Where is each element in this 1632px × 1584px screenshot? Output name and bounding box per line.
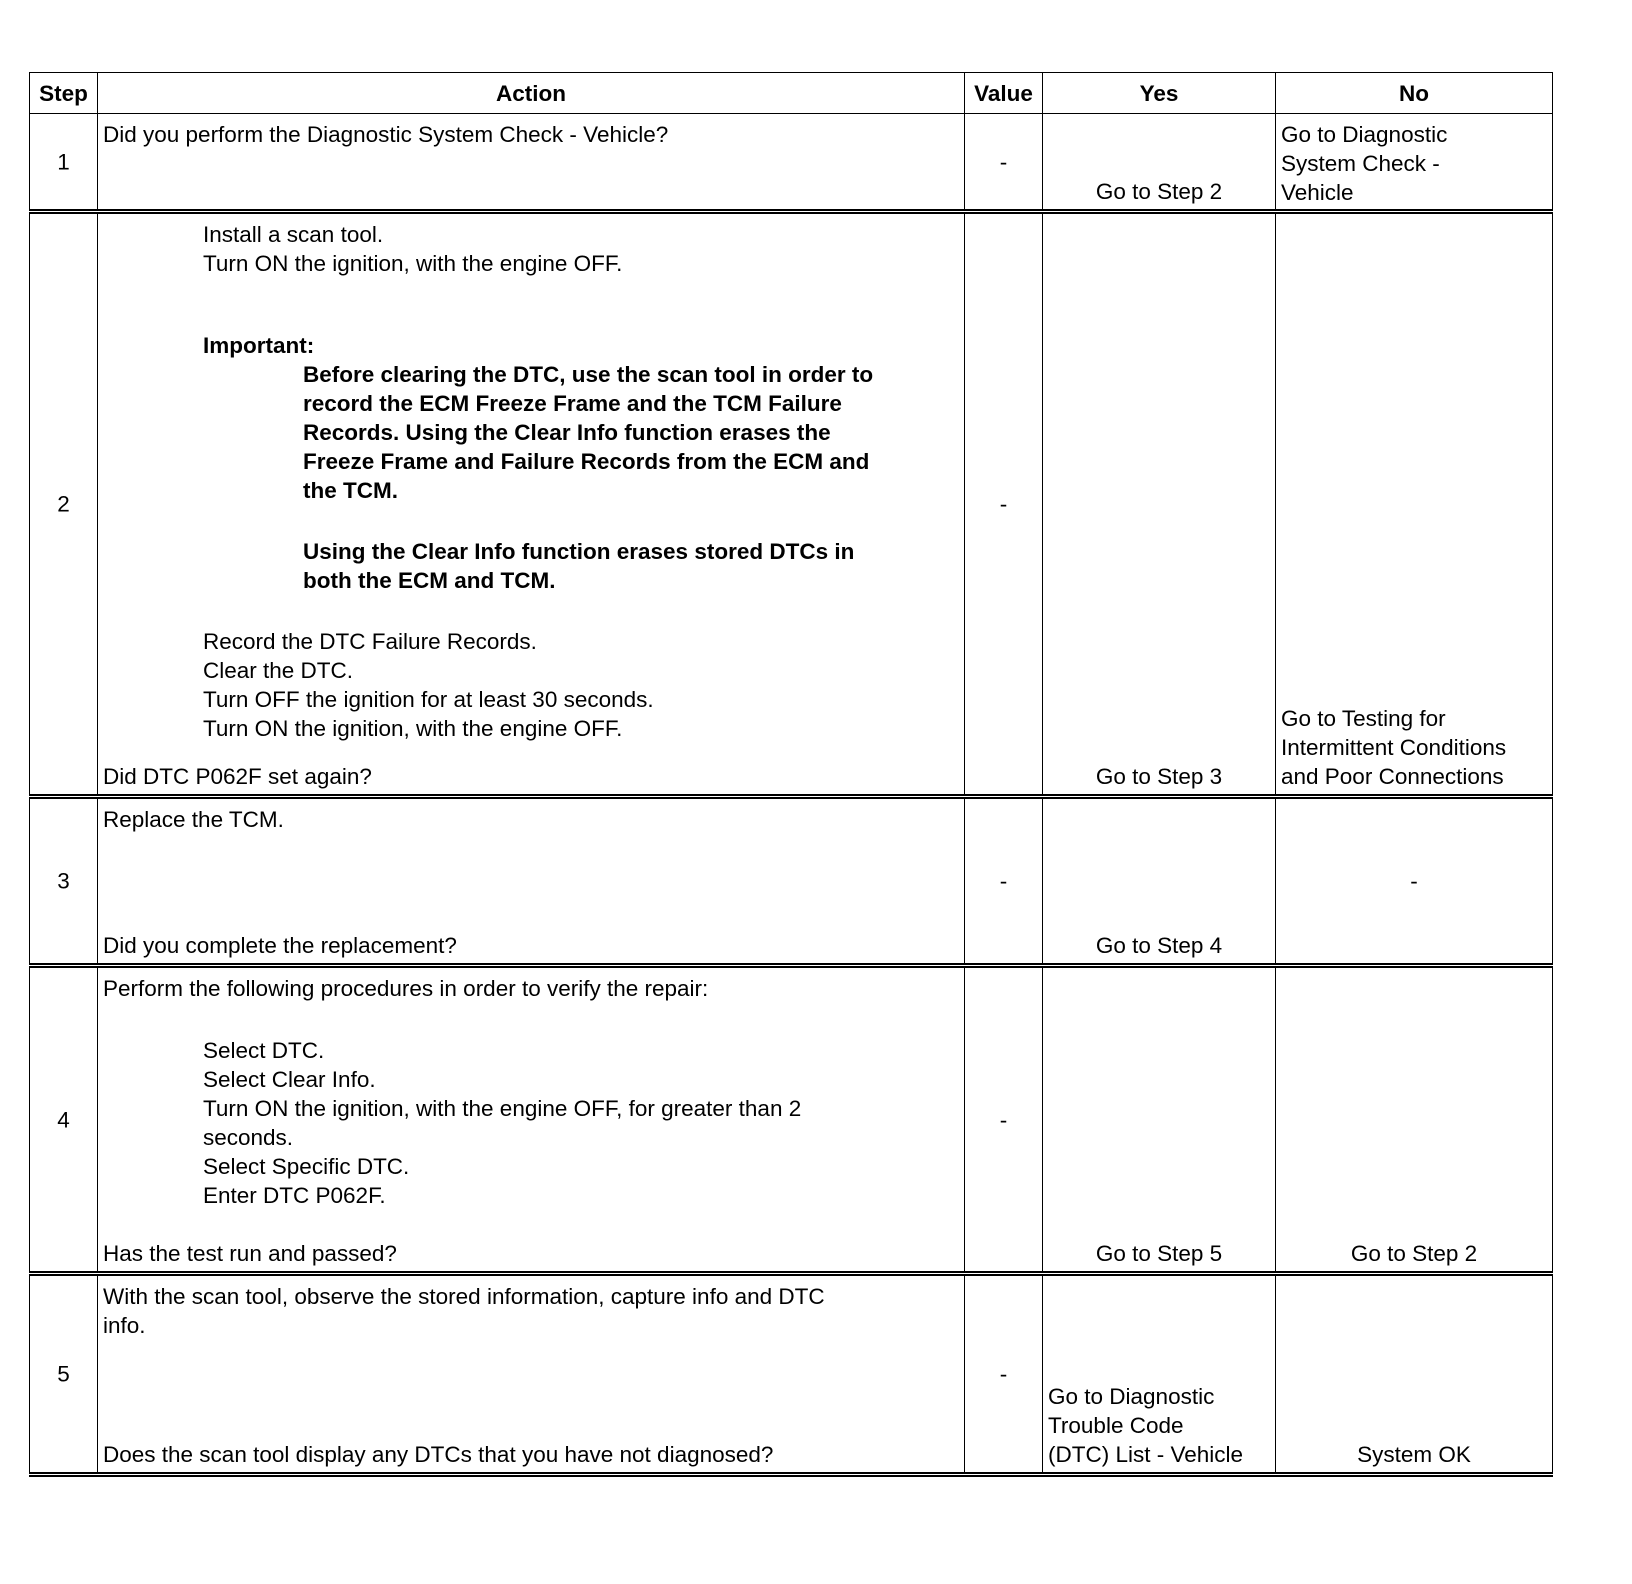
table-row: [30, 966, 1553, 1274]
yes-cell: Go to Diagnostic Trouble Code (DTC) List - Vehicle: [1048, 1384, 1244, 1467]
header-action: Action: [98, 73, 965, 114]
no-cell: -: [1410, 868, 1418, 894]
header-value: Value: [965, 73, 1043, 114]
header-step: Step: [30, 73, 98, 114]
table-row: [30, 797, 1553, 966]
step-number: 1: [57, 149, 70, 174]
step-number: 5: [57, 1361, 70, 1387]
yes-cell: Go to Step 4: [1095, 933, 1223, 958]
step-number: 4: [57, 1107, 70, 1132]
yes-cell: Go to Step 5: [1095, 1241, 1223, 1266]
yes-cell: Go to Step 2: [1095, 179, 1223, 204]
header-no: No: [1276, 73, 1553, 114]
list-item: Select DTC.: [203, 1038, 325, 1063]
important-note: Before clearing the DTC, use the scan tool in order to record the ECM Freeze Frame and the TCM Failure Records. Using the Clear Info function erases the Freeze Frame and Failure Records from the ECM and the TCM. Using the Clear Info function erases stored DTCs in both the ECM and TCM.: [303, 362, 874, 593]
list-item: Install a scan tool.: [203, 222, 384, 247]
yes-cell: Go to Step 3: [1095, 764, 1223, 789]
action-text: Perform the following procedures in order to verify the repair: Select DTC. Select Clear Info. Turn ON the ignition, with the engine OFF, for greater than 2 seconds. Select Specific DTC. Enter DTC P062F.: [103, 974, 954, 1210]
list-item: Turn ON the ignition, with the engine OFF.: [203, 251, 623, 276]
action-text: With the scan tool, observe the stored information, capture info and DTC info.: [103, 1284, 825, 1338]
diagnostic-table: [29, 72, 1553, 1477]
no-cell: Go to Step 2: [1350, 1241, 1478, 1266]
table-row: [30, 1274, 1553, 1475]
action-text: Did you perform the Diagnostic System Check - Vehicle?: [103, 122, 669, 147]
question-text: Has the test run and passed?: [103, 1241, 397, 1266]
no-cell: System OK: [1357, 1442, 1471, 1467]
value-cell: -: [999, 868, 1008, 894]
value-cell: -: [999, 1107, 1008, 1132]
action-text: Replace the TCM.: [103, 807, 284, 832]
no-cell: Go to Testing for Intermittent Conditions and Poor Connections: [1281, 706, 1507, 789]
step-number: 3: [57, 868, 70, 894]
list-item: Turn ON the ignition, with the engine OFF.: [203, 716, 623, 741]
step-number: 2: [57, 491, 70, 517]
important-label: Important:: [203, 333, 315, 358]
question-text: Did you complete the replacement?: [103, 933, 457, 958]
table-row: [30, 114, 1553, 212]
question-text: Did DTC P062F set again?: [103, 764, 372, 789]
list-item: Clear the DTC.: [203, 658, 354, 683]
no-cell: Go to Diagnostic System Check - Vehicle: [1281, 122, 1448, 205]
value-cell: -: [999, 491, 1008, 517]
list-item: Record the DTC Failure Records.: [203, 629, 537, 654]
action-text: [103, 220, 954, 743]
question-text: Does the scan tool display any DTCs that you have not diagnosed?: [103, 1442, 774, 1467]
list-item: Select Specific DTC.: [203, 1154, 410, 1179]
list-item: Turn ON the ignition, with the engine OFF, for greater than 2: [203, 1096, 802, 1121]
list-item: seconds.: [203, 1125, 294, 1150]
value-cell: -: [999, 1361, 1008, 1387]
header-yes: Yes: [1043, 73, 1276, 114]
value-cell: -: [999, 149, 1008, 174]
header-row: [30, 73, 1553, 114]
list-item: Turn OFF the ignition for at least 30 seconds.: [203, 687, 654, 712]
list-item: Select Clear Info.: [203, 1067, 376, 1092]
table-row: [30, 212, 1553, 797]
list-item: Enter DTC P062F.: [203, 1183, 386, 1208]
